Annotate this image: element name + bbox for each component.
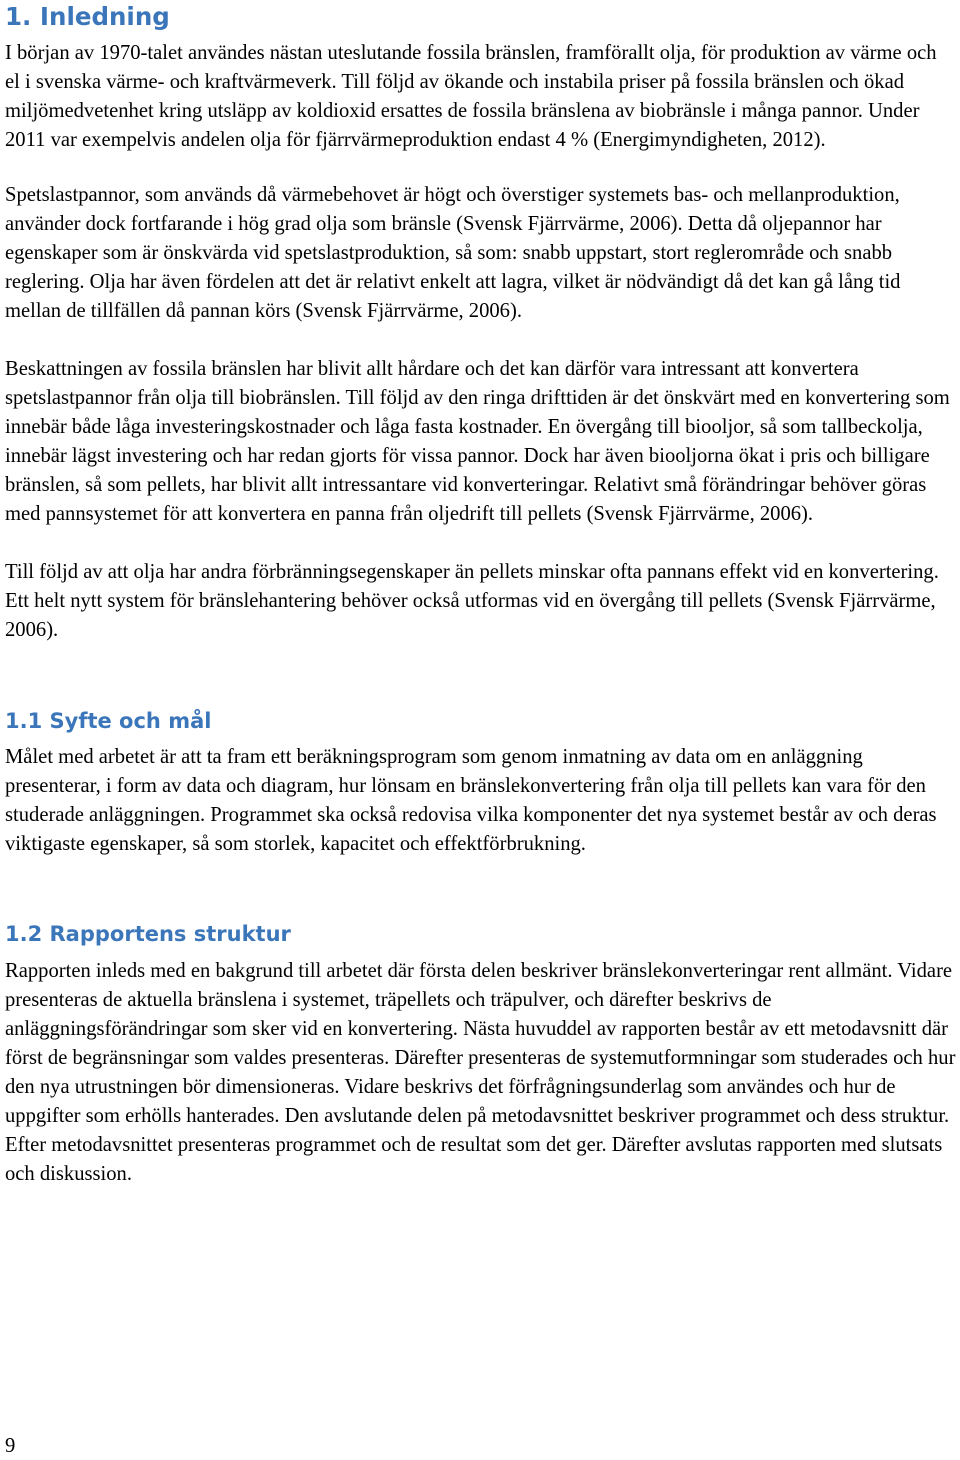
intro-paragraph-2: Spetslastpannor, som används då värmebehovet är högt och överstiger systemets bas- och mellanproduktion, använder dock fortfarande i hög grad olja som bränsle (Svensk Fjärrvärme, 2006). Detta då oljepannor har egenskaper som är önskvärda vid spetslastproduktion, så som: snabb uppstart, stort reglerområde och snabb reglering. Olja har även fördelen att det är relativt enkelt att lagra, vilket är nödvändigt då det kan gå lång tid mellan de tillfällen då pannan körs (Svensk Fjärrvärme, 2006).: [5, 184, 901, 322]
struktur-paragraph: Rapporten inleds med en bakgrund till arbetet där första delen beskriver bränslekonverteringar rent allmänt. Vidare presenteras de aktuella bränslena i systemet, träpellets och träpulver, och därefter beskrivs de anläggningsförändringar som sker vid en konvertering. Nästa huvuddel av rapporten består av ett metodavsnitt där först de begränsningar som valdes presenteras. Därefter presenteras de systemutformningar som studerades och hur den nya utrustningen bör dimensioneras. Vidare beskrivs det förfrågningsunderlag som användes och hur de uppgifter som erhölls hanterades. Den avslutande delen på metodavsnittet beskriver programmet och dess struktur. Efter metodavsnittet presenteras programmet och de resultat som det ger. Därefter avslutas rapporten med slutsats och diskussion.: [5, 960, 956, 1185]
intro-paragraph-1: I början av 1970-talet användes nästan uteslutande fossila bränslen, framförallt olja, för produktion av värme och el i svenska värme- och kraftvärmeverk. Till följd av ökande och instabila priser på fossila bränslen och ökad miljömedvetenhet kring utsläpp av koldioxid ersattes de fossila bränslena av biobränsle i många pannor. Under 2011 var exempelvis andelen olja för fjärrvärmeproduktion endast 4 % (Energimyndigheten, 2012).: [5, 42, 937, 151]
chapter-heading: 1. Inledning: [5, 2, 170, 31]
section-heading-struktur: 1.2 Rapportens struktur: [5, 922, 291, 946]
section-heading-syfte: 1.1 Syfte och mål: [5, 709, 212, 733]
page-number: 9: [5, 1435, 16, 1457]
intro-paragraph-3: Beskattningen av fossila bränslen har blivit allt hårdare och det kan därför vara intressant att konvertera spetslastpannor från olja till biobränslen. Till följd av den ringa drifttiden är det önskvärt med en konvertering som innebär både låga investeringskostnader och låga fasta kostnader. En övergång till biooljor, så som tallbeckolja, innebär lägst investering och har redan gjorts för vissa pannor. Dock har även biooljorna ökat i pris och billigare bränslen, så som pellets, har blivit allt intressantare vid konverteringar. Relativt små förändringar behöver göras med pannsystemet för att konvertera en panna från oljedrift till pellets (Svensk Fjärrvärme, 2006).: [5, 358, 950, 525]
intro-paragraph-4: Till följd av att olja har andra förbränningsegenskaper än pellets minskar ofta pannans effekt vid en konvertering. Ett helt nytt system för bränslehantering behöver också utformas vid en övergång till pellets (Svensk Fjärrvärme, 2006).: [5, 561, 939, 641]
syfte-paragraph: Målet med arbetet är att ta fram ett beräkningsprogram som genom inmatning av data om en anläggning presenterar, i form av data och diagram, hur lönsam en bränslekonvertering från olja till pellets kan vara för den studerade anläggningen. Programmet ska också redovisa vilka komponenter det nya systemet består av och deras viktigaste egenskaper, så som storlek, kapacitet och effektförbrukning.: [5, 746, 937, 855]
